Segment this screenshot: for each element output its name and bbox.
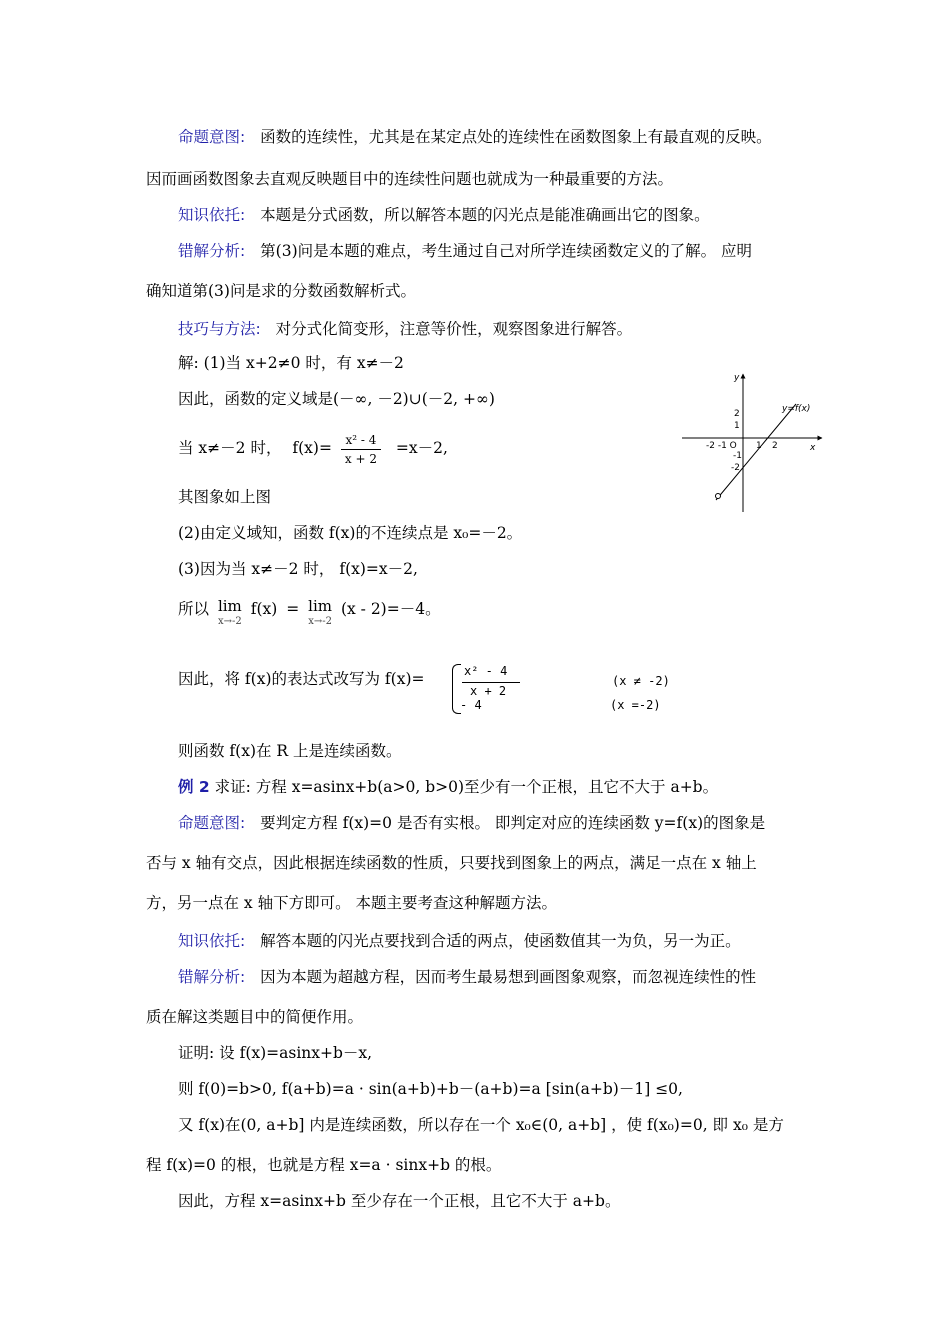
piecewise-condition-2: (x =-2) <box>610 698 661 712</box>
piecewise-condition-1: (x ≠ -2) <box>612 674 670 688</box>
method-line <box>178 318 632 340</box>
tick-y-neg-2: -2 <box>731 463 740 473</box>
limit-line <box>178 598 441 630</box>
tick-x-1: 1 <box>756 441 762 451</box>
solution-domain: 因此，函数的定义域是(－∞, －2)∪(－2, +∞) <box>178 390 495 408</box>
piecewise-num: x² - 4 <box>464 664 508 678</box>
ex2-basis-text: 解答本题的闪光点要找到合适的两点，使函数值其一为负，另一为正。 <box>260 932 741 950</box>
intent-line-2: 因而画函数图象去直观反映题目中的连续性问题也就成为一种最重要的方法。 <box>146 170 674 188</box>
ex2-basis-label: 知识依托: <box>178 932 246 950</box>
ex2-error-line-1 <box>178 966 756 988</box>
solution-step-3: (3)因为当 x≠－2 时， f(x)=x－2, <box>178 560 418 578</box>
piecewise-den: x + 2 <box>470 684 507 698</box>
error-line-2: 确知道第(3)问是求的分数函数解析式。 <box>146 282 416 300</box>
solution-graph-ref: 其图象如上图 <box>178 488 272 506</box>
method-label: 技巧与方法: <box>178 320 261 338</box>
intent-text: 函数的连续性，尤其是在某定点处的连续性在函数图象上有最直观的反映。 <box>260 128 772 146</box>
simplify-result: =x－2, <box>395 439 448 457</box>
proof-line-5: 因此，方程 x=asinx+b 至少存在一个正根，且它不大于 a+b。 <box>178 1192 621 1210</box>
fraction <box>341 431 381 468</box>
intent-line-1 <box>178 126 772 148</box>
limit-prefix: 所以 <box>178 600 210 618</box>
limit-word: lim <box>217 597 242 615</box>
piecewise-prefix: 因此，将 f(x)的表达式改写为 f(x)= <box>178 670 425 688</box>
proof-line-2: 则 f(0)=b>0, f(a+b)=a · sin(a+b)+b－(a+b)=a [sin(a+b)－1] ≤0, <box>178 1080 683 1098</box>
limit-left <box>218 598 242 630</box>
limit-equals: = <box>286 600 300 618</box>
solution-conclusion: 则函数 f(x)在 R 上是连续函数。 <box>178 742 402 760</box>
ex2-intent-line-3: 方，另一点在 x 轴下方即可。 本题主要考查这种解题方法。 <box>146 894 558 912</box>
solution-step-2: (2)由定义域知，函数 f(x)的不连续点是 x₀=－2。 <box>178 524 523 542</box>
fx-text: f(x)= <box>292 439 332 457</box>
hole-point <box>716 494 721 499</box>
tick-x-2: 2 <box>772 441 778 451</box>
basis-label: 知识依托: <box>178 206 246 224</box>
basis-text: 本题是分式函数，所以解答本题的闪光点是能准确画出它的图象。 <box>260 206 710 224</box>
ex2-intent-text: 要判定方程 f(x)=0 是否有实根。 即判定对应的连续函数 y=f(x)的图象是 <box>260 814 766 832</box>
proof-line-3: 又 f(x)在(0, a+b] 内是连续函数，所以存在一个 x₀∈(0, a+b] ，使 f(x₀)=0, 即 x₀ 是方 <box>178 1116 784 1134</box>
example-2-label: 例 2 <box>178 778 210 796</box>
proof-line-1: 证明: 设 f(x)=asinx+b－x, <box>178 1044 373 1062</box>
tick-y-2: 2 <box>734 409 740 419</box>
tick-x-negative: -2 -1 O <box>706 441 737 451</box>
limit-fx: f(x) <box>250 600 278 618</box>
intent-label: 命题意图: <box>178 128 246 146</box>
error-text: 第(3)问是本题的难点，考生通过自己对所学连续函数定义的了解。 应明 <box>260 242 753 260</box>
limit-word-2: lim <box>308 597 332 615</box>
y-axis-label: y <box>734 373 740 383</box>
error-label: 错解分析: <box>178 242 246 260</box>
ex2-error-label: 错解分析: <box>178 968 246 986</box>
ex2-error-line-2: 质在解这类题目中的简便作用。 <box>146 1008 364 1026</box>
example-2-line <box>178 776 718 798</box>
fraction-denominator: x + 2 <box>344 451 377 466</box>
proof-line-4: 程 f(x)=0 的根，也就是方程 x=a · sinx+b 的根。 <box>146 1156 502 1174</box>
limit-subscript-2: x→-2 <box>308 616 332 627</box>
solution-step-1: 解: (1)当 x+2≠0 时，有 x≠－2 <box>178 354 404 372</box>
method-text: 对分式化简变形，注意等价性，观察图象进行解答。 <box>275 320 633 338</box>
error-line-1 <box>178 240 752 262</box>
curve-label: y=f(x) <box>782 404 811 414</box>
solution-simplify <box>178 428 448 468</box>
limit-right <box>308 598 332 630</box>
basis-line <box>178 204 710 226</box>
example-2-text: 求证: 方程 x=asinx+b(a>0, b>0)至少有一个正根，且它不大于 a+b。 <box>214 778 719 796</box>
limit-body: (x - 2)=－4。 <box>340 600 441 618</box>
x-axis-label: x <box>810 443 816 453</box>
piecewise-value-2: - 4 <box>460 698 482 712</box>
ex2-intent-line-1 <box>178 812 765 834</box>
ex2-basis-line <box>178 930 741 952</box>
tick-y-1: 1 <box>734 421 740 431</box>
ex2-error-text: 因为本题为超越方程，因而考生最易想到画图象观察，而忽视连续性的性 <box>260 968 757 986</box>
ex2-intent-label: 命题意图: <box>178 814 246 832</box>
piecewise-bar <box>462 682 520 683</box>
function-graph <box>672 366 842 516</box>
fraction-numerator: x² - 4 <box>341 431 381 450</box>
ex2-intent-line-2: 否与 x 轴有交点，因此根据连续函数的性质，只要找到图象上的两点，满足一点在 x 轴上 <box>146 854 757 872</box>
function-line <box>716 404 796 500</box>
when-text: 当 x≠－2 时， <box>178 439 282 457</box>
tick-y-neg-1: -1 <box>733 451 742 461</box>
limit-subscript: x→-2 <box>217 616 242 627</box>
